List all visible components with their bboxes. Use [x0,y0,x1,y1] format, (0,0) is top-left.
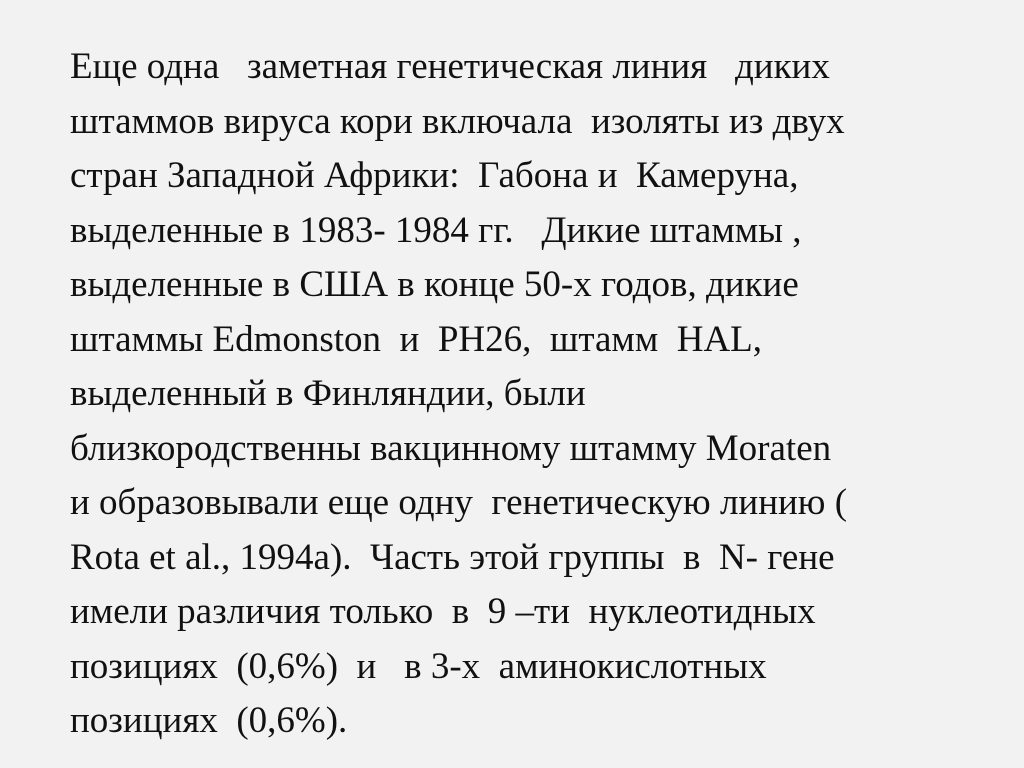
text-line-5: выделенные в США в конце 50-х годов, дикие [70,264,799,305]
text-line-3: стран Западной Африки: Габона и Камеруна, [70,155,799,196]
text-line-13: позициях (0,6%). [70,700,348,741]
body-text [70,40,1010,749]
text-line-2: штаммов вируса кори включала изоляты из двух [70,100,845,142]
text-line-8: близкородственны вакцинному штамму Moraten [70,427,832,469]
text-line-1: Еще одна заметная генетическая линия диких [70,46,830,87]
text-line-4: выделенные в 1983- 1984 гг. Дикие штаммы , [70,209,802,251]
text-line-12: позициях (0,6%) и в 3-х аминокислотных [70,645,767,687]
text-line-9: и образовывали еще одну генетическую линию ( [70,482,848,523]
text-line-10: Rota et al., 1994a). Часть этой группы в N- гене [70,536,835,578]
text-line-7: выделенный в Финляндии, были [70,373,586,414]
text-line-6: штаммы Edmonston и PH26, штамм HAL, [70,318,763,360]
text-line-11: имели различия только в 9 –ти нуклеотидных [70,591,816,632]
